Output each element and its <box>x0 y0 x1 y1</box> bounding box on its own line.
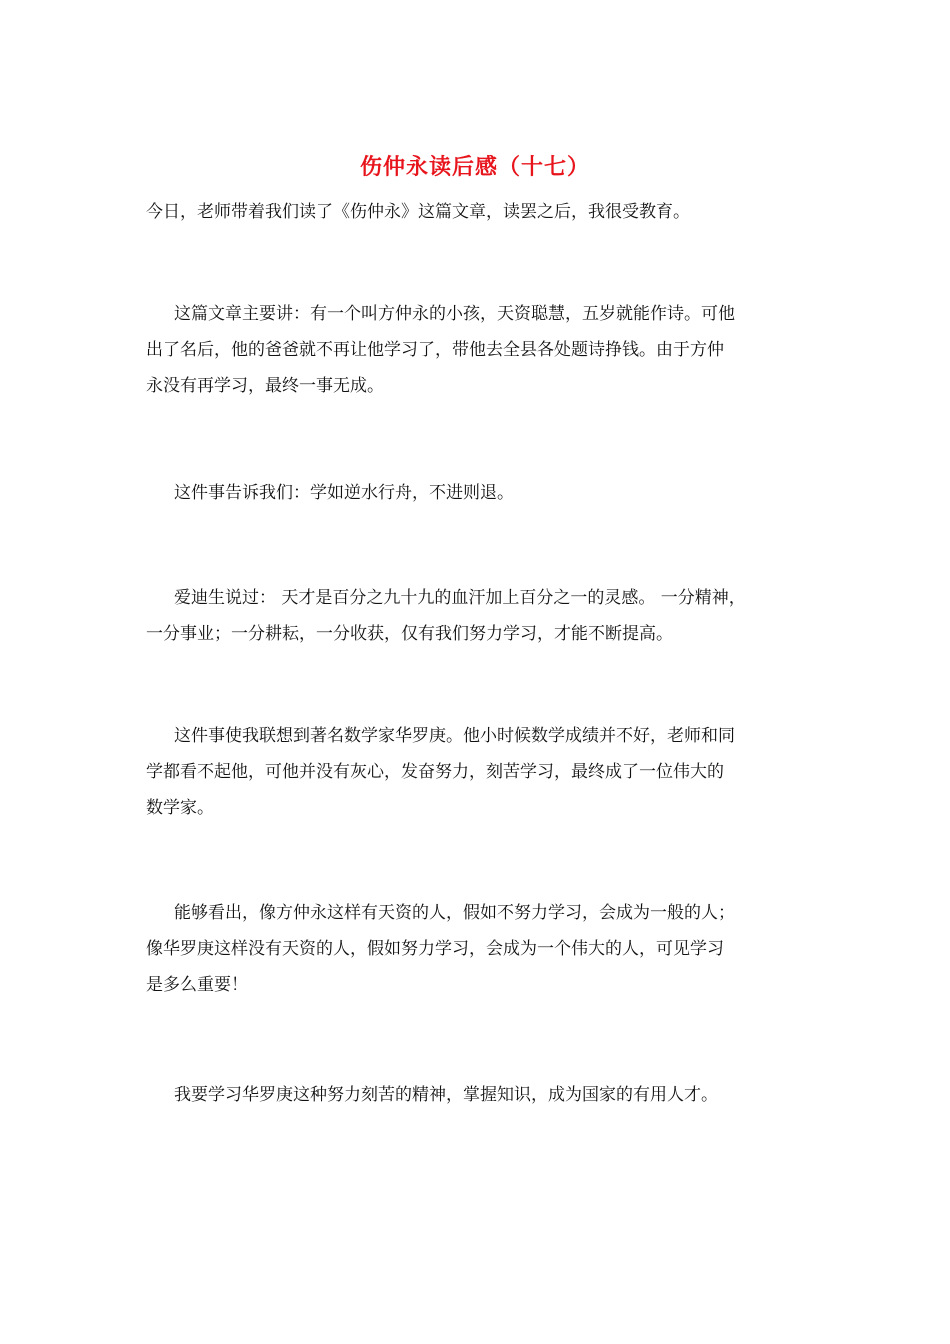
paragraph-comparison <box>146 895 826 1003</box>
paragraph-hua-luogeng <box>146 718 826 826</box>
paragraph-line: 是多么重要！ <box>146 975 248 995</box>
document-title: 伤仲永读后感（十七） <box>359 154 590 180</box>
paragraph-line: 永没有再学习，最终一事无成。 <box>146 376 384 396</box>
paragraph-line: 出了名后，他的爸爸就不再让他学习了，带他去全县各处题诗挣钱。由于方仲 <box>146 340 724 360</box>
paragraph-line: 这件事使我联想到著名数学家华罗庚。他小时候数学成绩并不好，老师和同 <box>174 726 735 746</box>
paragraph-line: 这篇文章主要讲：有一个叫方仲永的小孩，天资聪慧，五岁就能作诗。可他 <box>174 304 735 324</box>
paragraph-lesson <box>146 475 826 511</box>
paragraph-edison-quote <box>146 580 826 652</box>
paragraph-line: 像华罗庚这样没有天资的人，假如努力学习，会成为一个伟大的人，可见学习 <box>146 939 724 959</box>
paragraph-line: 数学家。 <box>146 798 214 818</box>
intro-paragraph: 今日，老师带着我们读了《伤仲永》这篇文章，读罢之后，我很受教育。 <box>146 202 690 222</box>
paragraph-conclusion <box>146 1077 826 1113</box>
paragraph-line: 我要学习华罗庚这种努力刻苦的精神，掌握知识，成为国家的有用人才。 <box>174 1085 718 1105</box>
paragraph-line: 这件事告诉我们：学如逆水行舟，不进则退。 <box>174 483 514 503</box>
paragraph-line: 学都看不起他，可他并没有灰心，发奋努力，刻苦学习，最终成了一位伟大的 <box>146 762 724 782</box>
paragraph-story-summary <box>146 296 826 404</box>
paragraph-line: 能够看出，像方仲永这样有天资的人，假如不努力学习，会成为一般的人； <box>174 903 735 923</box>
paragraph-line: 一分事业；一分耕耘，一分收获，仅有我们努力学习，才能不断提高。 <box>146 624 673 644</box>
paragraph-line: 爱迪生说过： 天才是百分之九十九的血汗加上百分之一的灵感。 一分精神， <box>174 588 746 608</box>
